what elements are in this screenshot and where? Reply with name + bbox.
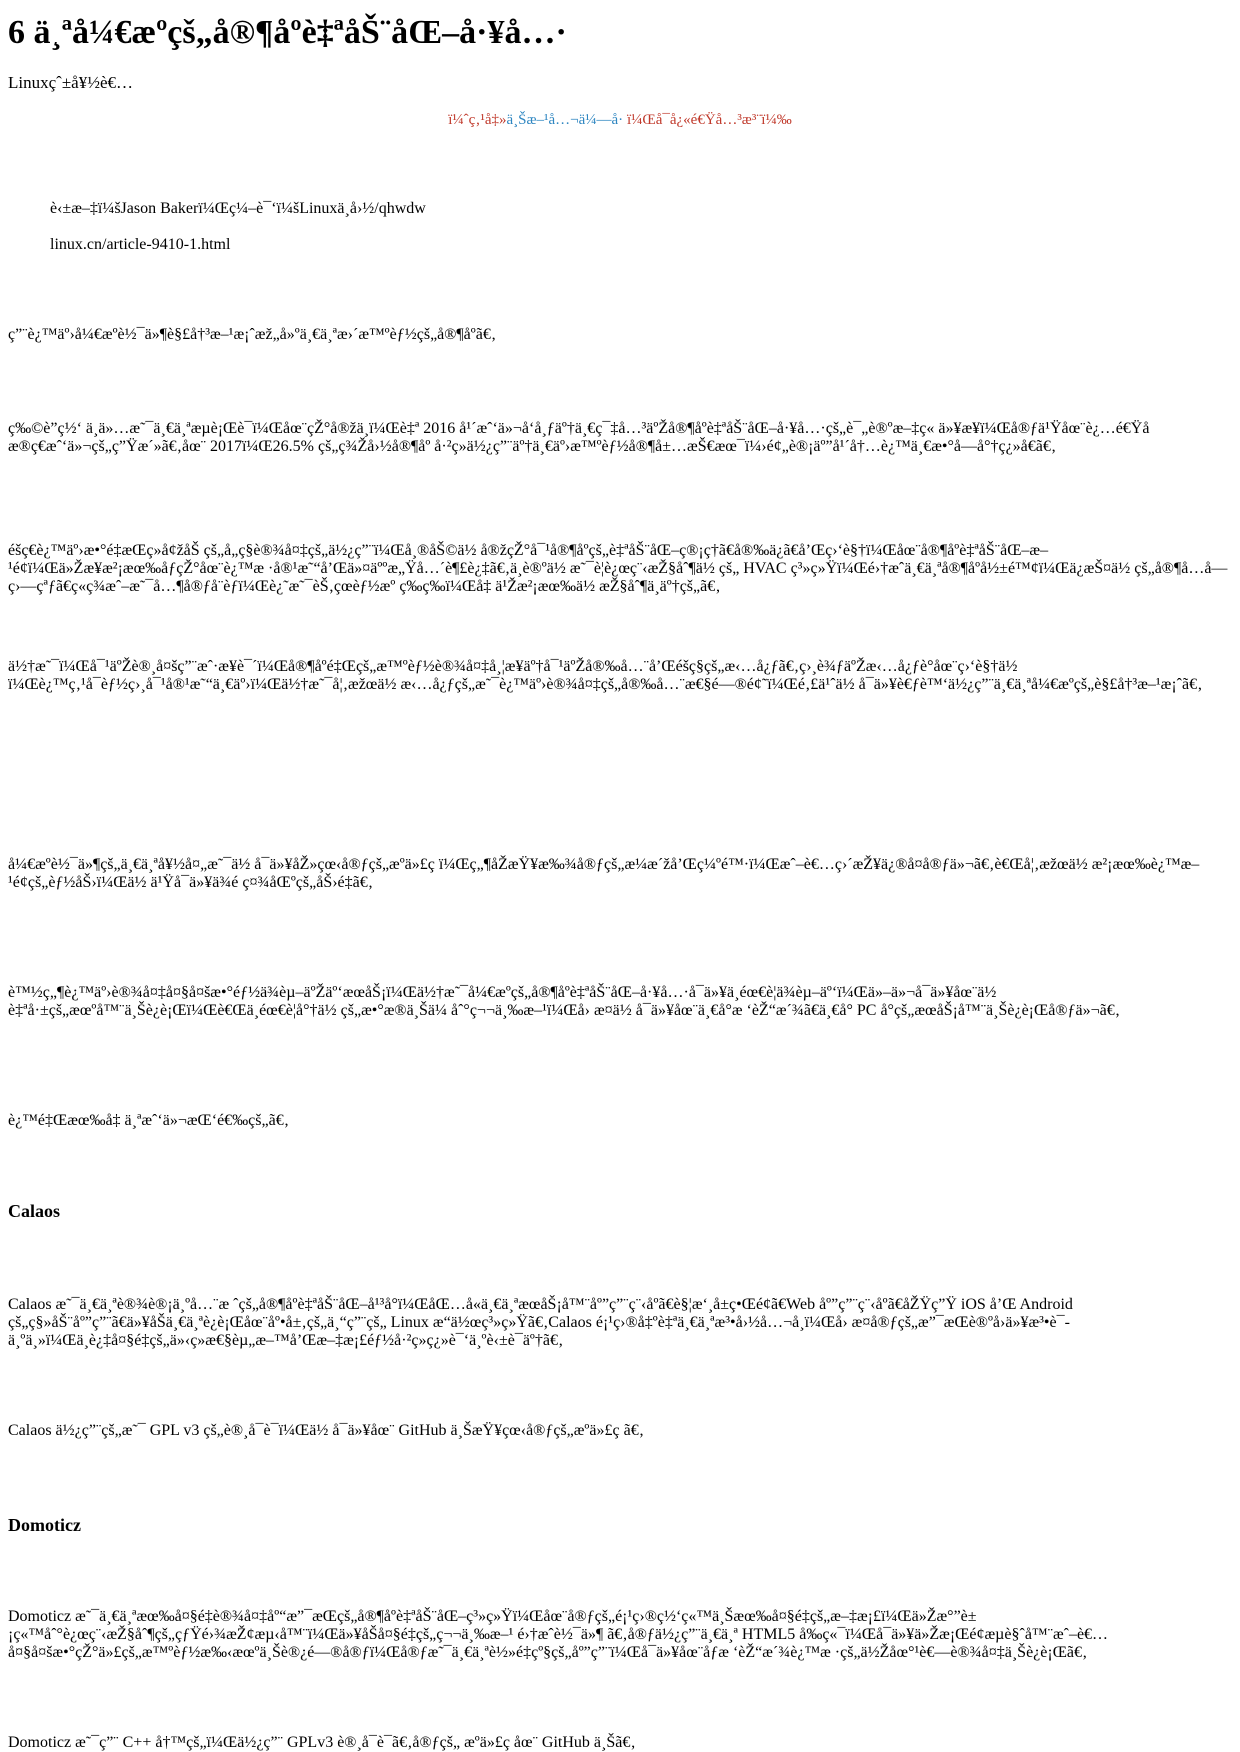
tagline-account-link[interactable]: ä¸Šæ–¹å…¬ä¼—å· — [506, 112, 627, 128]
tagline-part-3: ï¼Œå¯å¿«é€Ÿå…³æ³¨ï¼‰ — [626, 112, 792, 128]
follow-tagline — [0, 110, 1240, 130]
account-name: Linuxçˆ±å¥½è€… — [8, 73, 133, 92]
intro-paragraph: ç”¨è¿™äº›å¼€æºè½¯ä»¶è§£å†³æ–¹æ¡ˆæž„å»ºä¸€ä¸ªæ›´æ™ºèƒ½çš„å®¶åºã€‚ — [8, 326, 497, 343]
body-paragraph: å¼€æºè½¯ä»¶çš„ä¸€ä¸ªå¥½å¤„æ˜¯ä½ å¯ä»¥åŽ»çœ‹å®ƒçš„æºä»£ç ï¼Œç„¶åŽæŸ¥æ‰¾å®ƒçš„æ¼æ´žå’Œç¼ºé™·ï¼Œæˆ–è€…ç›´æŽ¥ä¿®å¤å®ƒä»¬ã€‚è€Œå¦‚æžœä½ æ²¡æœ‰è¿™æ–¹é¢çš„èƒ½åŠ›ï¼Œä½ ä¹Ÿå¯ä»¥ä¾é ç¤¾åŒºçš„åŠ›é‡ã€‚ — [8, 856, 1200, 891]
calaos-description: Calaos æ˜¯ä¸€ä¸ªè®¾è®¡ä¸ºå…¨æ ˆçš„å®¶åºè‡ªåŠ¨åŒ–å¹³å°ï¼ŒåŒ…å«ä¸€ä¸ªæœåŠ¡å™¨åº”ç”¨ç¨‹åºã€è§¦æ‘¸å±ç•Œé¢ã€Web åº”ç”¨ç¨‹åºã€åŽŸç”Ÿ iOS å’Œ Android çš„ç§»åŠ¨åº”ç”¨ã€ä»¥åŠä¸€ä¸ªè¿è¡Œåœ¨åº•å±‚çš„ä¸“ç”¨çš„ Linux æ“ä½œç³»ç»Ÿã€‚Calaos é¡¹ç›®å‡ºè‡ªä¸€ä¸ªæ³•å›½å…¬å¸ï¼Œå› æ¤å®ƒçš„æ”¯æŒè®ºå›ä»¥æ³•è¯ä¸ºä¸»ï¼Œä¸è¿‡å¤§é‡çš„ä»‹ç»æ€§èµ„æ–™å’Œæ–‡æ¡£éƒ½å·²ç»ç¿»è¯‘ä¸ºè‹±è¯äº†ã€‚ — [8, 1296, 1073, 1349]
body-paragraph: è™½ç„¶è¿™äº›è®¾å¤‡å¤§å¤šæ•°éƒ½ä¾èµ–äºŽäº‘æœåŠ¡ï¼Œä½†æ˜¯å¼€æºçš„å®¶åºè‡ªåŠ¨åŒ–å·¥å…·å¯ä»¥ä¸éœ€è¦ä¾èµ–äº‘ï¼Œä»–ä»¬å¯ä»¥åœ¨ä½ è‡ªå·±çš„æœºå™¨ä¸Šè¿è¡Œï¼Œè€Œä¸éœ€è¦å°†ä½ çš„æ•°æ®ä¸Šä¼ åˆ°ç¬¬ä¸‰æ–¹ï¼Œå› æ¤ä½ å¯ä»¥åœ¨ä¸€å°æ ‘èŽ“æ´¾ã€ä¸€å° PC å°çš„æœåŠ¡å™¨ä¸Šè¿è¡Œå®ƒä»¬ã€‚ — [8, 984, 1121, 1019]
body-paragraph: ä½†æ˜¯ï¼Œå¯¹äºŽè®¸å¤šç”¨æˆ·æ¥è¯´ï¼Œå®¶åºé‡Œçš„æ™ºèƒ½è®¾å¤‡å¸¦æ¥äº†å¯¹äºŽå®‰å…¨å’Œéšç§çš„æ‹…å¿ƒã€‚ç›¸è¾ƒäºŽæ‹…å¿ƒè°åœ¨ç›‘è§†ä½ ï¼Œè¿™ç‚¹å¯èƒ½ç›¸å¯¹å®¹æ˜“ä¸€äº›ï¼Œä½†æ˜¯å¦‚æžœä½ æ‹…å¿ƒçš„æ˜¯è¿™äº›è®¾å¤‡çš„å®‰å…¨æ€§é—®é¢˜ï¼Œé‚£ä¹ˆä½ å¯ä»¥è€ƒè™‘ä½¿ç”¨ä¸€ä¸ªå¼€æºçš„è§£å†³æ–¹æ¡ˆã€‚ — [8, 658, 1203, 693]
article-url: linux.cn/article-9410-1.html — [50, 236, 231, 253]
body-paragraph: è¿™é‡Œæœ‰å‡ ä¸ªæˆ‘ä»¬æŒ‘é€‰çš„ã€‚ — [8, 1112, 290, 1129]
body-paragraph: ç‰©è”ç½‘ ä¸ä»…æ˜¯ä¸€ä¸ªæµè¡Œè¯ï¼Œåœ¨çŽ°å®žä¸ï¼Œè‡ª 2016 å¹´æˆ‘ä»¬å‘å¸ƒäº†ä¸€ç¯‡å…³äºŽå®¶åºè‡ªåŠ¨åŒ–å·¥å…·çš„è¯„è®ºæ–‡ç« ä»¥æ¥ï¼Œå®ƒä¹Ÿåœ¨è¿…é€Ÿå æ®ç€æˆ‘ä»¬çš„ç”Ÿæ´»ã€‚åœ¨ 2017ï¼Œ26.5% çš„ç¾Žå›½å®¶åº å·²ç»ä½¿ç”¨äº†ä¸€äº›æ™ºèƒ½å®¶å±…æŠ€æœ¯ï¼›é¢„è®¡äº”å¹´å†…è¿™ä¸€æ•°å—å°†ç¿»å€ã€‚ — [8, 420, 1150, 455]
domoticz-description: Domoticz æ˜¯ä¸€ä¸ªæœ‰å¤§é‡è®¾å¤‡åº“æ”¯æŒçš„å®¶åºè‡ªåŠ¨åŒ–ç³»ç»Ÿï¼Œåœ¨å®ƒçš„é¡¹ç›®ç½‘ç«™ä¸Šæœ‰å¤§é‡çš„æ–‡æ¡£ï¼Œä»Žæ°”è±¡ç«™åˆ°è¿œç¨‹æŽ§åˆ¶çš„çƒŸé›¾æŽ¢æµ‹å™¨ï¼Œä»¥åŠå¤§é‡çš„ç¬¬ä¸‰æ–¹ é›†æˆè½¯ä»¶ ã€‚å®ƒä½¿ç”¨ä¸€ä¸ª HTML5 å‰ç«¯ï¼Œå¯ä»¥ä»Žæ¡Œé¢æµè§ˆå™¨æˆ–è€…å¤§å¤šæ•°çŽ°ä»£çš„æ™ºèƒ½æ‰‹æœºä¸Šè®¿é—®å®ƒï¼Œå®ƒæ˜¯ä¸€ä¸ªè½»é‡çº§çš„åº”ç”¨ï¼Œå¯ä»¥åœ¨åƒæ ‘èŽ“æ´¾è¿™æ ·çš„ä½Žåœ°¹è€—è®¾å¤‡ä¸Šè¿è¡Œã€‚ — [8, 1608, 1109, 1661]
section-heading-calaos: Calaos — [8, 1201, 61, 1221]
domoticz-license: Domoticz æ˜¯ç”¨ C++ å†™çš„ï¼Œä½¿ç”¨ GPLv3 è®¸å¯è¯ã€‚å®ƒçš„ æºä»£ç åœ¨ GitHub ä¸Šã€‚ — [8, 1734, 636, 1751]
section-heading-domoticz: Domoticz — [8, 1515, 81, 1535]
article-title: 6 ä¸ªå¼€æºçš„å®¶åºè‡ªåŠ¨åŒ–å·¥å…· — [8, 14, 567, 51]
tagline-part-1: ï¼ˆç‚¹å‡» — [448, 112, 507, 128]
body-paragraph: éšç€è¿™äº›æ•°é‡æŒç»å¢žåŠ çš„å„ç§è®¾å¤‡çš„ä½¿ç”¨ï¼Œå¸®åŠ©ä½ å®žçŽ°å¯¹å®¶åºçš„è‡ªåŠ¨åŒ–ç®¡ç†ã€å®‰ä¿ã€å’Œç›‘è§†ï¼Œåœ¨å®¶åºè‡ªåŠ¨åŒ–æ–¹é¢ï¼Œä»Žæ¥æ²¡æœ‰åƒçŽ°åœ¨è¿™æ ·å®¹æ˜“å’Œä»¤äººæ„Ÿå…´è¶£è¿‡ã€‚ä¸è®ºä½ æ˜¯è¦è¿œç¨‹æŽ§åˆ¶ä½ çš„ HVAC ç³»ç»Ÿï¼Œé›†æˆä¸€ä¸ªå®¶åºå½±é™¢ï¼Œä¿æŠ¤ä½ çš„å®¶å…å—ç›—çªƒã€ç«ç¾æˆ–æ˜¯å…¶å®ƒå¨èƒï¼Œè¿˜æ˜¯èŠ‚çœèƒ½æº ç‰ç‰ï¼Œå‡ ä¹Žæ²¡æœ‰ä½ æŽ§åˆ¶ä¸äº†çš„ã€‚ — [8, 542, 1228, 595]
calaos-license: Calaos ä½¿ç”¨çš„æ˜¯ GPL v3 çš„è®¸å¯è¯ï¼Œä½ å¯ä»¥åœ¨ GitHub ä¸ŠæŸ¥çœ‹å®ƒçš„æºä»£ç ã€‚ — [8, 1422, 645, 1439]
source-line: è‹±æ–‡ï¼šJason Bakerï¼Œç¼–è¯‘ï¼šLinuxä¸å›½/qhwdw — [50, 200, 426, 217]
